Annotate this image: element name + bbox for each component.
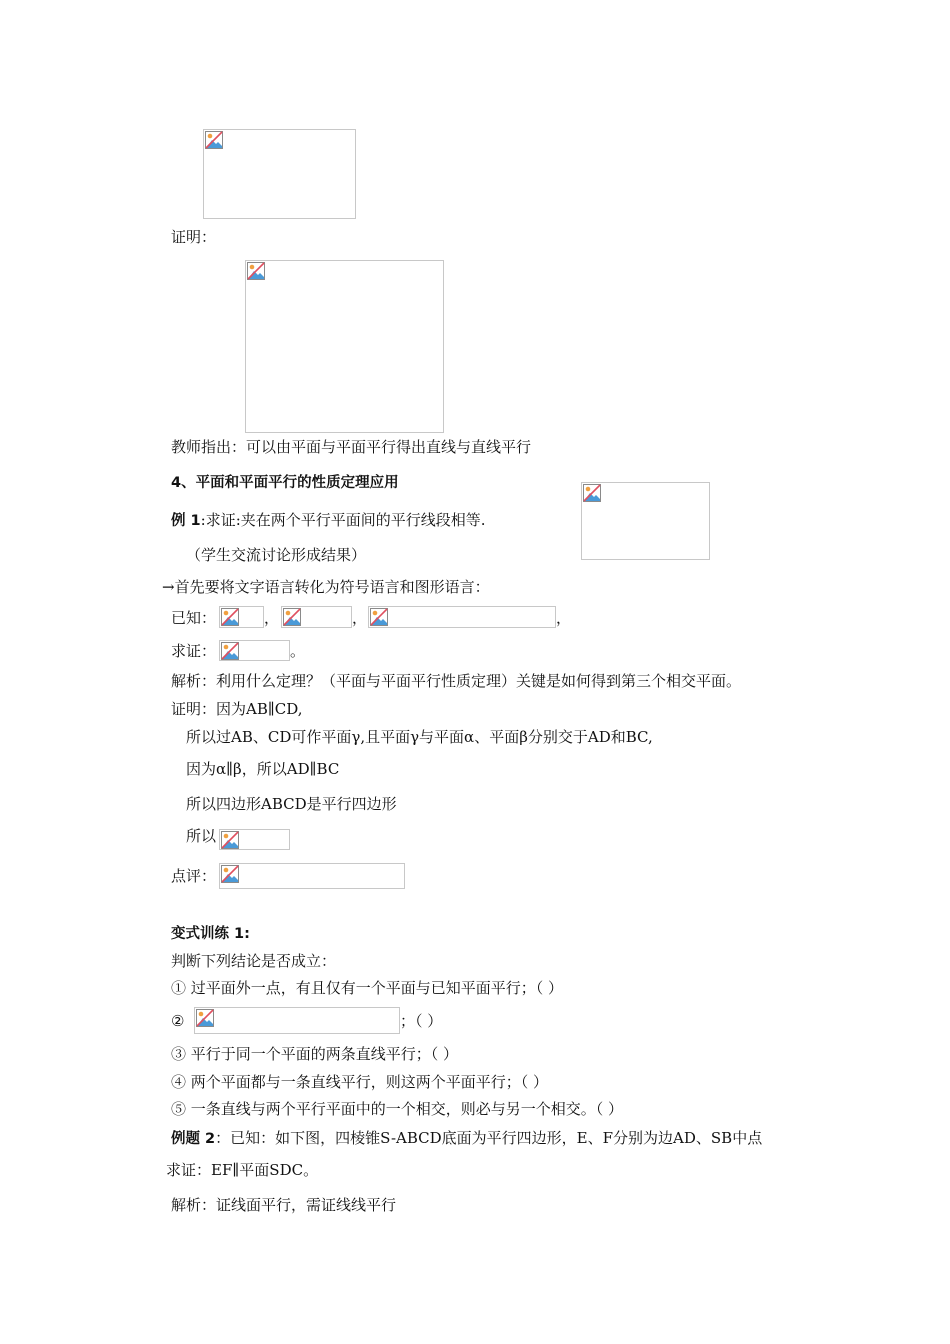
broken-image-icon xyxy=(221,642,239,660)
proof-line-4: 所以四边形ABCD是平行四边形 xyxy=(186,795,397,813)
broken-image-icon xyxy=(221,865,239,883)
figure-placeholder-2 xyxy=(245,260,444,433)
discussion-note: （学生交流讨论形成结果） xyxy=(186,546,367,564)
proof-label: 证明： xyxy=(171,228,217,246)
figure-placeholder-3 xyxy=(581,482,710,560)
comma-1: ， xyxy=(264,609,280,627)
broken-image-icon xyxy=(221,831,239,849)
item-2-tail: ；（ ） xyxy=(400,1012,443,1030)
example-2 xyxy=(171,1128,762,1149)
comma-3: ， xyxy=(556,609,572,627)
teacher-note: 教师指出：可以由平面与平面平行得出直线与直线平行 xyxy=(171,438,532,456)
broken-image-icon xyxy=(583,484,601,502)
proof-line-2: 所以过AB、CD可作平面γ,且平面γ与平面α、平面β分别交于AD和BC, xyxy=(186,728,653,746)
broken-image-icon xyxy=(221,608,239,626)
formula-prove xyxy=(219,640,290,661)
formula-given-1 xyxy=(219,606,264,628)
proof-line-1: 证明：因为AB∥CD, xyxy=(171,700,303,718)
broken-image-icon xyxy=(247,262,265,280)
formula-given-2 xyxy=(281,606,352,628)
proof-line-3: 因为α∥β，所以AD∥BC xyxy=(186,760,340,778)
item-2-num: ② xyxy=(171,1012,185,1030)
broken-image-icon xyxy=(370,608,388,626)
item-1: ① 过平面外一点，有且仅有一个平面与已知平面平行；（ ） xyxy=(171,979,564,997)
item-4: ④ 两个平面都与一条直线平行，则这两个平面平行；（ ） xyxy=(171,1073,549,1091)
example-1-text: :求证:夹在两个平行平面间的平行线段相等. xyxy=(200,511,486,529)
item-3: ③ 平行于同一个平面的两条直线平行；（ ） xyxy=(171,1045,459,1063)
section-title: 4、平面和平面平行的性质定理应用 xyxy=(171,475,399,491)
figure-placeholder-1 xyxy=(203,129,356,219)
broken-image-icon xyxy=(205,131,223,149)
prove-label: 求证： xyxy=(171,642,217,660)
formula-conclusion xyxy=(219,829,290,850)
comma-2: ， xyxy=(352,609,368,627)
broken-image-icon xyxy=(283,608,301,626)
formula-comment xyxy=(219,863,405,889)
example-1 xyxy=(171,510,486,531)
formula-item-2 xyxy=(194,1007,400,1034)
example-2-text: ：已知：如下图，四棱锥S-ABCD底面为平行四边形，E、F分别为边AD、SB中点 xyxy=(215,1129,763,1147)
formula-given-3 xyxy=(368,606,556,628)
broken-image-icon xyxy=(196,1009,214,1027)
proof-line-5: 所以 xyxy=(186,827,217,845)
example-1-label: 例 1 xyxy=(171,513,201,529)
period: 。 xyxy=(290,642,306,660)
judge-line: 判断下列结论是否成立： xyxy=(171,952,337,970)
comment-label: 点评： xyxy=(171,867,217,885)
item-5: ⑤ 一条直线与两个平行平面中的一个相交，则必与另一个相交。（ ） xyxy=(171,1100,624,1118)
analysis-1: 解析：利用什么定理？（平面与平面平行性质定理）关键是如何得到第三个相交平面。 xyxy=(171,672,742,690)
analysis-2: 解析：证线面平行，需证线线平行 xyxy=(171,1196,397,1214)
given-label: 已知： xyxy=(171,609,217,627)
variant-title: 变式训练 1: xyxy=(171,926,250,942)
example-2-prove: 求证：EF∥平面SDC。 xyxy=(166,1161,319,1179)
arrow-line: →首先要将文字语言转化为符号语言和图形语言： xyxy=(162,578,490,596)
example-2-label: 例题 2 xyxy=(171,1131,216,1147)
